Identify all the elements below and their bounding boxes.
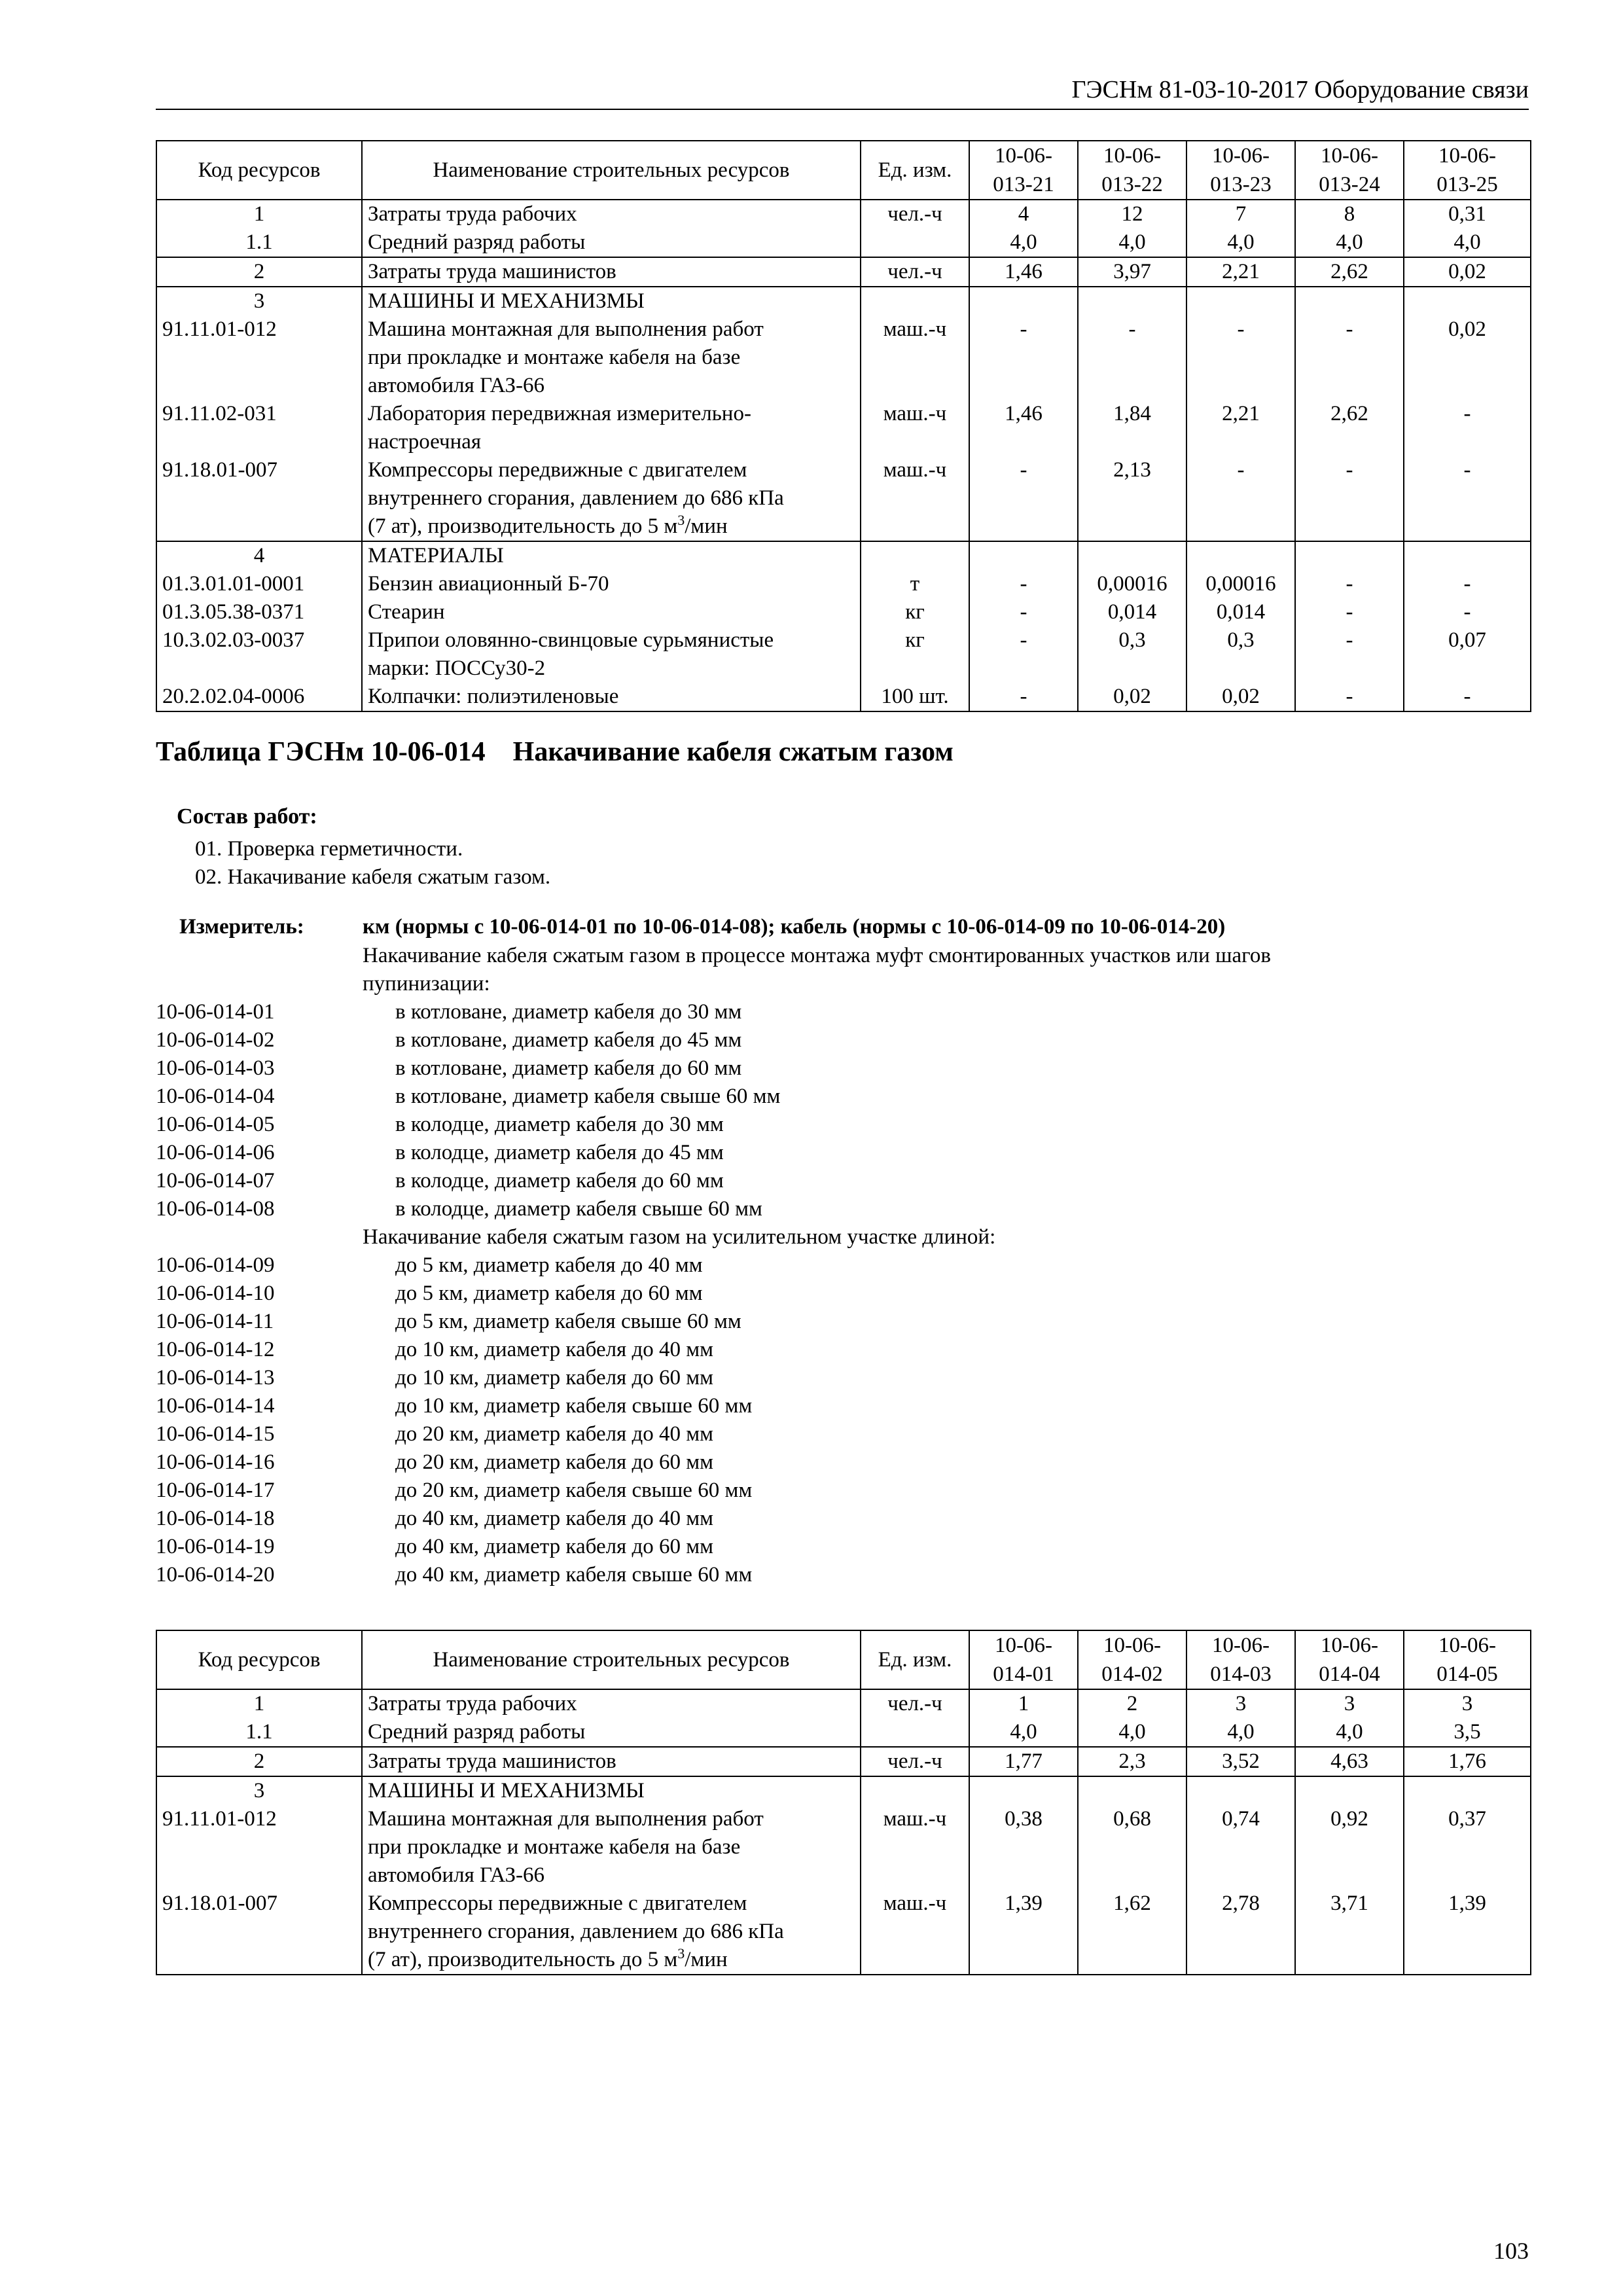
group1-intro-line: пупинизации: <box>363 972 490 996</box>
norm-value: - <box>1186 315 1295 400</box>
resource-name: Бензин авиационный Б-70 <box>362 570 861 598</box>
group1-intro-line: Накачивание кабеля сжатым газом в процессе монтажа муфт смонтированных участков или шагов <box>363 944 1271 967</box>
resource-unit: маш.-ч <box>861 1890 969 1975</box>
norm-value <box>969 287 1078 315</box>
norm-list-item <box>156 998 1530 1026</box>
norm-value: 0,02 <box>1078 683 1186 711</box>
resource-unit: маш.-ч <box>861 400 969 456</box>
norm-code: 10-06-014-15 <box>156 1422 275 1446</box>
measure-text: км (нормы с 10-06-014-01 по 10-06-014-08); кабель (нормы с 10-06-014-09 по 10-06-014-20) <box>363 915 1226 939</box>
section-title <box>156 736 954 768</box>
norm-value: 4,0 <box>1404 228 1531 257</box>
norm-value <box>1404 541 1531 570</box>
norm-list-item <box>156 1167 1530 1195</box>
norm-value: 1,46 <box>969 400 1078 456</box>
norm-value: 3 <box>1186 1689 1295 1718</box>
resource-name: Средний разряд работы <box>362 228 861 257</box>
resource-unit: маш.-ч <box>861 1805 969 1890</box>
norm-list-item <box>156 1533 1530 1561</box>
norm-value: - <box>969 570 1078 598</box>
norm-value: 2,78 <box>1186 1890 1295 1975</box>
norm-code: 10-06-014-09 <box>156 1253 275 1277</box>
norm-value: 4,0 <box>969 1718 1078 1747</box>
norm-value <box>1186 287 1295 315</box>
table-row <box>156 570 1531 598</box>
norm-description: в колодце, диаметр кабеля до 60 мм <box>395 1169 724 1193</box>
norm-value: - <box>1295 598 1404 626</box>
table-row <box>156 1718 1531 1747</box>
norm-list-item <box>156 1505 1530 1533</box>
norm-value: 0,014 <box>1078 598 1186 626</box>
resource-name: Стеарин <box>362 598 861 626</box>
resource-name: Затраты труда машинистов <box>362 257 861 287</box>
table-row <box>156 456 1531 541</box>
norm-description: до 5 км, диаметр кабеля свыше 60 мм <box>395 1310 741 1333</box>
resource-code: 2 <box>156 257 362 287</box>
resource-code: 20.2.02.04-0006 <box>156 683 362 711</box>
norm-value: 2,21 <box>1186 257 1295 287</box>
resource-unit <box>861 541 969 570</box>
header-norm-code: 10-06- 013-22 <box>1078 141 1186 200</box>
norm-value <box>969 1776 1078 1805</box>
resource-code: 10.3.02.03-0037 <box>156 626 362 683</box>
norm-value: 4,0 <box>1186 1718 1295 1747</box>
norm-value: - <box>1295 315 1404 400</box>
table-row <box>156 315 1531 400</box>
norm-value: 0,68 <box>1078 1805 1186 1890</box>
table-row <box>156 257 1531 287</box>
resource-name: Средний разряд работы <box>362 1718 861 1747</box>
norm-value: - <box>1295 456 1404 541</box>
norm-description: в котловане, диаметр кабеля до 45 мм <box>395 1028 742 1052</box>
header-norm-code: 10-06- 013-25 <box>1404 141 1531 200</box>
norm-value: - <box>1404 456 1531 541</box>
norm-list-item <box>156 1083 1530 1111</box>
resource-code: 01.3.01.01-0001 <box>156 570 362 598</box>
header-unit: Ед. изм. <box>861 141 969 200</box>
page-number: 103 <box>1493 2238 1529 2264</box>
norm-value <box>1295 1776 1404 1805</box>
resource-name: Припои оловянно-свинцовые сурьмянистые марки: ПОССу30-2 <box>362 626 861 683</box>
norm-value: 4,0 <box>1295 228 1404 257</box>
norm-value: 0,74 <box>1186 1805 1295 1890</box>
norm-value: 1,39 <box>969 1890 1078 1975</box>
norm-value: 3,52 <box>1186 1747 1295 1776</box>
norm-code: 10-06-014-20 <box>156 1563 275 1587</box>
norm-value: - <box>1404 598 1531 626</box>
resource-unit: кг <box>861 598 969 626</box>
table-row <box>156 228 1531 257</box>
table-row <box>156 1805 1531 1890</box>
work-item: 01. Проверка герметичности. <box>195 837 463 861</box>
norm-value: 1,62 <box>1078 1890 1186 1975</box>
table-header-row <box>156 141 1531 200</box>
resource-code: 3 <box>156 1776 362 1805</box>
resource-code: 1.1 <box>156 228 362 257</box>
header-code: Код ресурсов <box>156 1630 362 1689</box>
header-name: Наименование строительных ресурсов <box>362 1630 861 1689</box>
table-name: Накачивание кабеля сжатым газом <box>512 737 954 767</box>
norm-list-item <box>156 1477 1530 1505</box>
resource-unit <box>861 287 969 315</box>
norm-code: 10-06-014-01 <box>156 1000 275 1024</box>
table-row <box>156 200 1531 228</box>
norm-code: 10-06-014-07 <box>156 1169 275 1193</box>
norm-value: - <box>1404 570 1531 598</box>
table-row <box>156 541 1531 570</box>
norm-value: 0,02 <box>1404 315 1531 400</box>
norm-value: 0,3 <box>1186 626 1295 683</box>
header-norm-code: 10-06- 013-23 <box>1186 141 1295 200</box>
resource-name: Колпачки: полиэтиленовые <box>362 683 861 711</box>
norm-description: в колодце, диаметр кабеля до 30 мм <box>395 1113 724 1136</box>
norm-value: - <box>1078 315 1186 400</box>
norm-list-item <box>156 1195 1530 1223</box>
norm-list-item <box>156 1392 1530 1420</box>
resource-code: 91.11.01-012 <box>156 315 362 400</box>
norm-code: 10-06-014-11 <box>156 1310 274 1333</box>
norm-description: до 40 км, диаметр кабеля до 40 мм <box>395 1507 714 1530</box>
table-label: Таблица ГЭСНм 10-06-014 <box>156 737 486 767</box>
norm-code: 10-06-014-06 <box>156 1141 275 1164</box>
document-title: ГЭСНм 81-03-10-2017 Оборудование связи <box>1071 76 1529 103</box>
norm-list-item <box>156 1336 1530 1364</box>
norm-value <box>1078 541 1186 570</box>
resource-unit: чел.-ч <box>861 1689 969 1718</box>
norm-code: 10-06-014-14 <box>156 1394 275 1418</box>
norm-code: 10-06-014-03 <box>156 1056 275 1080</box>
page-header <box>156 71 1529 110</box>
norm-description: до 5 км, диаметр кабеля до 60 мм <box>395 1282 703 1305</box>
norm-value: 1,39 <box>1404 1890 1531 1975</box>
resource-code: 1.1 <box>156 1718 362 1747</box>
norm-description: до 40 км, диаметр кабеля свыше 60 мм <box>395 1563 753 1587</box>
norm-list-item <box>156 1308 1530 1336</box>
resource-name: Машина монтажная для выполнения работ при прокладке и монтаже кабеля на базе автомобиля ГАЗ-66 <box>362 1805 861 1890</box>
norm-value: 2,3 <box>1078 1747 1186 1776</box>
header-code: Код ресурсов <box>156 141 362 200</box>
header-norm-code: 10-06- 013-24 <box>1295 141 1404 200</box>
norm-value <box>1295 541 1404 570</box>
resource-name: Компрессоры передвижные с двигателем внутреннего сгорания, давлением до 686 кПа (7 ат), производительность до 5 $м^3$/мин <box>362 456 861 541</box>
norm-list-item <box>156 1139 1530 1167</box>
table-header-row <box>156 1630 1531 1689</box>
norm-list-item <box>156 1251 1530 1280</box>
resource-unit: кг <box>861 626 969 683</box>
resource-code: 1 <box>156 1689 362 1718</box>
header-norm-code: 10-06- 014-01 <box>969 1630 1078 1689</box>
resource-name: Лаборатория передвижная измерительно- настроечная <box>362 400 861 456</box>
norm-value: 8 <box>1295 200 1404 228</box>
norm-description: до 20 км, диаметр кабеля свыше 60 мм <box>395 1479 753 1502</box>
norm-description: в колодце, диаметр кабеля до 45 мм <box>395 1141 724 1164</box>
norm-value: 12 <box>1078 200 1186 228</box>
norm-list-item <box>156 1111 1530 1139</box>
resource-unit: 100 шт. <box>861 683 969 711</box>
resource-code: 2 <box>156 1747 362 1776</box>
header-unit: Ед. изм. <box>861 1630 969 1689</box>
norm-code: 10-06-014-04 <box>156 1085 275 1108</box>
work-item: 02. Накачивание кабеля сжатым газом. <box>195 865 551 889</box>
norm-value: 4,0 <box>1078 1718 1186 1747</box>
norm-code: 10-06-014-18 <box>156 1507 275 1530</box>
norm-value: 2,21 <box>1186 400 1295 456</box>
header-norm-code: 10-06- 014-03 <box>1186 1630 1295 1689</box>
resource-code: 3 <box>156 287 362 315</box>
norm-value: 0,37 <box>1404 1805 1531 1890</box>
norm-value: 0,3 <box>1078 626 1186 683</box>
norm-value <box>969 541 1078 570</box>
table-row <box>156 1689 1531 1718</box>
norm-value: 4,0 <box>969 228 1078 257</box>
resource-unit <box>861 1776 969 1805</box>
norm-value <box>1186 1776 1295 1805</box>
table-row <box>156 1747 1531 1776</box>
norm-value: 1 <box>969 1689 1078 1718</box>
norm-code: 10-06-014-08 <box>156 1197 275 1221</box>
norm-value: 3 <box>1404 1689 1531 1718</box>
norm-description: в котловане, диаметр кабеля до 30 мм <box>395 1000 742 1024</box>
resource-name: МАТЕРИАЛЫ <box>362 541 861 570</box>
norm-value: 3 <box>1295 1689 1404 1718</box>
norm-list-item <box>156 1280 1530 1308</box>
norm-value: 2 <box>1078 1689 1186 1718</box>
norm-value: - <box>969 598 1078 626</box>
norm-value <box>1404 1776 1531 1805</box>
table-row <box>156 598 1531 626</box>
header-norm-code: 10-06- 014-04 <box>1295 1630 1404 1689</box>
norm-value: - <box>969 683 1078 711</box>
norm-value: - <box>1186 456 1295 541</box>
norm-value: - <box>969 456 1078 541</box>
norm-code: 10-06-014-17 <box>156 1479 275 1502</box>
norm-value: 4,0 <box>1295 1718 1404 1747</box>
resource-unit: чел.-ч <box>861 257 969 287</box>
norm-description: в колодце, диаметр кабеля свыше 60 мм <box>395 1197 762 1221</box>
norm-description: до 5 км, диаметр кабеля до 40 мм <box>395 1253 703 1277</box>
norm-value: 0,38 <box>969 1805 1078 1890</box>
norm-value: 4,0 <box>1186 228 1295 257</box>
norm-value: - <box>969 315 1078 400</box>
norm-description: до 20 км, диаметр кабеля до 40 мм <box>395 1422 714 1446</box>
table-row <box>156 1890 1531 1975</box>
norm-value: 1,46 <box>969 257 1078 287</box>
norm-value: 0,31 <box>1404 200 1531 228</box>
resource-code: 91.11.02-031 <box>156 400 362 456</box>
resource-code: 91.18.01-007 <box>156 1890 362 1975</box>
norm-description: в котловане, диаметр кабеля свыше 60 мм <box>395 1085 781 1108</box>
norm-description: до 10 км, диаметр кабеля до 60 мм <box>395 1366 714 1390</box>
resource-table-014 <box>156 1630 1531 1975</box>
resource-code: 91.18.01-007 <box>156 456 362 541</box>
table-row <box>156 400 1531 456</box>
norm-code: 10-06-014-16 <box>156 1450 275 1474</box>
norm-value <box>1078 1776 1186 1805</box>
resource-unit <box>861 228 969 257</box>
resource-name: Затраты труда рабочих <box>362 1689 861 1718</box>
resource-unit: чел.-ч <box>861 200 969 228</box>
norm-value: 0,02 <box>1186 683 1295 711</box>
measure-label: Измеритель: <box>179 915 304 939</box>
resource-code: 4 <box>156 541 362 570</box>
norm-description: до 10 км, диаметр кабеля до 40 мм <box>395 1338 714 1361</box>
header-norm-code: 10-06- 014-02 <box>1078 1630 1186 1689</box>
norm-value: 3,5 <box>1404 1718 1531 1747</box>
norm-code: 10-06-014-05 <box>156 1113 275 1136</box>
norm-value: - <box>969 626 1078 683</box>
header-name: Наименование строительных ресурсов <box>362 141 861 200</box>
norm-value: 0,014 <box>1186 598 1295 626</box>
norm-value: 2,13 <box>1078 456 1186 541</box>
norm-value: 0,02 <box>1404 257 1531 287</box>
resource-unit: маш.-ч <box>861 456 969 541</box>
norm-code: 10-06-014-10 <box>156 1282 275 1305</box>
norm-value: 0,07 <box>1404 626 1531 683</box>
norm-value: 0,00016 <box>1078 570 1186 598</box>
table-row <box>156 1776 1531 1805</box>
resource-table-013 <box>156 140 1531 712</box>
norm-value: - <box>1404 400 1531 456</box>
resource-name: МАШИНЫ И МЕХАНИЗМЫ <box>362 287 861 315</box>
norm-code: 10-06-014-02 <box>156 1028 275 1052</box>
norm-list-item <box>156 1448 1530 1477</box>
resource-code: 1 <box>156 200 362 228</box>
norm-list-item <box>156 1054 1530 1083</box>
resource-name: Машина монтажная для выполнения работ при прокладке и монтаже кабеля на базе автомобиля ГАЗ-66 <box>362 315 861 400</box>
norm-code: 10-06-014-12 <box>156 1338 275 1361</box>
resource-code: 91.11.01-012 <box>156 1805 362 1890</box>
norm-value: 2,62 <box>1295 400 1404 456</box>
norm-description: до 20 км, диаметр кабеля до 60 мм <box>395 1450 714 1474</box>
norm-value: 4,63 <box>1295 1747 1404 1776</box>
work-heading: Состав работ: <box>177 804 317 829</box>
resource-unit: чел.-ч <box>861 1747 969 1776</box>
table-row <box>156 626 1531 683</box>
norm-description: в котловане, диаметр кабеля до 60 мм <box>395 1056 742 1080</box>
measure-block <box>156 912 1530 1589</box>
norm-list-item <box>156 1364 1530 1392</box>
header-norm-code: 10-06- 013-21 <box>969 141 1078 200</box>
norm-value: - <box>1295 683 1404 711</box>
norm-description: до 10 км, диаметр кабеля свыше 60 мм <box>395 1394 753 1418</box>
norm-value: - <box>1295 570 1404 598</box>
norm-list-item <box>156 1561 1530 1589</box>
norm-value: 4 <box>969 200 1078 228</box>
norm-value: 0,92 <box>1295 1805 1404 1890</box>
table-row <box>156 287 1531 315</box>
header-norm-code: 10-06- 014-05 <box>1404 1630 1531 1689</box>
resource-name: Затраты труда машинистов <box>362 1747 861 1776</box>
norm-value: 3,97 <box>1078 257 1186 287</box>
norm-code: 10-06-014-19 <box>156 1535 275 1558</box>
norm-value: 1,77 <box>969 1747 1078 1776</box>
resource-name: МАШИНЫ И МЕХАНИЗМЫ <box>362 1776 861 1805</box>
resource-name: Компрессоры передвижные с двигателем внутреннего сгорания, давлением до 686 кПа (7 ат), производительность до 5 $м^3$/мин <box>362 1890 861 1975</box>
norm-value <box>1295 287 1404 315</box>
resource-code: 01.3.05.38-0371 <box>156 598 362 626</box>
norm-value <box>1186 541 1295 570</box>
norm-value: - <box>1404 683 1531 711</box>
resource-name: Затраты труда рабочих <box>362 200 861 228</box>
norm-value: 0,00016 <box>1186 570 1295 598</box>
norm-value: 3,71 <box>1295 1890 1404 1975</box>
norm-value: 1,76 <box>1404 1747 1531 1776</box>
norm-value: 7 <box>1186 200 1295 228</box>
table-row <box>156 683 1531 711</box>
resource-unit: т <box>861 570 969 598</box>
group2-intro: Накачивание кабеля сжатым газом на усилительном участке длиной: <box>363 1225 996 1249</box>
norm-value: - <box>1295 626 1404 683</box>
norm-value: 4,0 <box>1078 228 1186 257</box>
norm-value: 2,62 <box>1295 257 1404 287</box>
norm-value <box>1078 287 1186 315</box>
norm-value <box>1404 287 1531 315</box>
norm-list-item <box>156 1420 1530 1448</box>
norm-list-item <box>156 1026 1530 1054</box>
norm-description: до 40 км, диаметр кабеля до 60 мм <box>395 1535 714 1558</box>
resource-unit: маш.-ч <box>861 315 969 400</box>
resource-unit <box>861 1718 969 1747</box>
norm-code: 10-06-014-13 <box>156 1366 275 1390</box>
norm-value: 1,84 <box>1078 400 1186 456</box>
